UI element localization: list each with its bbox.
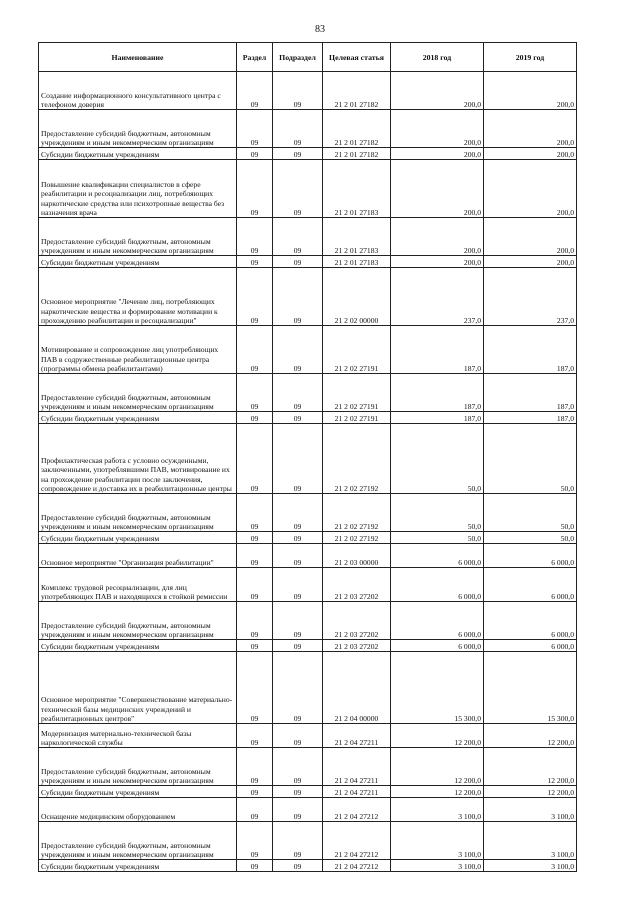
table-row xyxy=(39,748,577,786)
table-row xyxy=(39,860,577,872)
table-row xyxy=(39,72,577,110)
cell-target: 21 2 01 27182 xyxy=(323,72,391,110)
cell-name: Профилактическая работа с условно осужденными, заключенными, употреблявшими ПАВ, мотивирование их на прохождение реабилитации после заключения, сопровождение и доставка их в реабилитационные центры xyxy=(39,424,237,494)
cell-target: 21 2 04 27212 xyxy=(323,860,391,872)
table-row xyxy=(39,568,577,602)
cell-target: 21 2 04 27211 xyxy=(323,724,391,748)
header-subsection: Подраздел xyxy=(273,43,323,72)
cell-target: 21 2 03 27202 xyxy=(323,602,391,640)
cell-y2018: 12 200,0 xyxy=(391,724,484,748)
cell-subsection: 09 xyxy=(273,424,323,494)
cell-section: 09 xyxy=(237,218,273,256)
cell-name: Комплекс трудовой ресоциализации, для лиц употребляющих ПАВ и находящихся в стойкой ремиссии xyxy=(39,568,237,602)
cell-target: 21 2 02 27192 xyxy=(323,494,391,532)
cell-section: 09 xyxy=(237,110,273,148)
cell-y2018: 187,0 xyxy=(391,412,484,424)
budget-table xyxy=(38,42,577,872)
cell-subsection: 09 xyxy=(273,822,323,860)
table-row xyxy=(39,602,577,640)
header-name: Наименование xyxy=(39,43,237,72)
cell-y2018: 237,0 xyxy=(391,268,484,326)
cell-section: 09 xyxy=(237,160,273,218)
cell-name: Основное мероприятие "Лечение лиц, потребляющих наркотические вещества и формирование мотивации к прохождению реабилитации и ресоциализации" xyxy=(39,268,237,326)
table-row xyxy=(39,110,577,148)
cell-section: 09 xyxy=(237,544,273,568)
cell-y2019: 6 000,0 xyxy=(484,602,577,640)
cell-subsection: 09 xyxy=(273,786,323,798)
cell-y2018: 6 000,0 xyxy=(391,602,484,640)
cell-name: Основное мероприятие "Совершенствование материально-технической базы медицинских учреждений и реабилитационных центров" xyxy=(39,652,237,724)
cell-subsection: 09 xyxy=(273,860,323,872)
table-row xyxy=(39,148,577,160)
cell-y2018: 6 000,0 xyxy=(391,640,484,652)
cell-section: 09 xyxy=(237,822,273,860)
cell-section: 09 xyxy=(237,748,273,786)
cell-y2019: 200,0 xyxy=(484,218,577,256)
cell-name: Повышение квалификации специалистов в сфере реабилитации и ресоциализации лиц, потребляющих наркотические средства или психотропные вещества без назначения врача xyxy=(39,160,237,218)
cell-y2018: 3 100,0 xyxy=(391,798,484,822)
cell-name: Мотивирование и сопровождение лиц употребляющих ПАВ в содружественные реабилитационные центра (программы обмена реабилитантами) xyxy=(39,326,237,374)
cell-name: Предоставление субсидий бюджетным, автономным учреждениям и иным некоммерческим организациям xyxy=(39,110,237,148)
table-row xyxy=(39,326,577,374)
cell-target: 21 2 03 27202 xyxy=(323,568,391,602)
cell-subsection: 09 xyxy=(273,148,323,160)
cell-name: Предоставление субсидий бюджетным, автономным учреждениям и иным некоммерческим организациям xyxy=(39,218,237,256)
cell-target: 21 2 01 27183 xyxy=(323,218,391,256)
cell-y2018: 3 100,0 xyxy=(391,860,484,872)
cell-subsection: 09 xyxy=(273,568,323,602)
cell-target: 21 2 02 27191 xyxy=(323,326,391,374)
cell-name: Основное мероприятие "Организация реабилитации" xyxy=(39,544,237,568)
cell-section: 09 xyxy=(237,860,273,872)
cell-name: Предоставление субсидий бюджетным, автономным учреждениям и иным некоммерческим организациям xyxy=(39,494,237,532)
cell-target: 21 2 01 27182 xyxy=(323,110,391,148)
table-row xyxy=(39,268,577,326)
cell-y2019: 12 200,0 xyxy=(484,786,577,798)
cell-y2019: 187,0 xyxy=(484,326,577,374)
cell-y2019: 6 000,0 xyxy=(484,640,577,652)
cell-section: 09 xyxy=(237,424,273,494)
cell-y2018: 12 200,0 xyxy=(391,748,484,786)
cell-name: Оснащение медицинским оборудованием xyxy=(39,798,237,822)
cell-target: 21 2 04 00000 xyxy=(323,652,391,724)
cell-name: Субсидии бюджетным учреждениям xyxy=(39,786,237,798)
cell-target: 21 2 01 27182 xyxy=(323,148,391,160)
cell-target: 21 2 02 27191 xyxy=(323,412,391,424)
cell-name: Предоставление субсидий бюджетным, автономным учреждениям и иным некоммерческим организациям xyxy=(39,748,237,786)
cell-subsection: 09 xyxy=(273,602,323,640)
cell-y2018: 3 100,0 xyxy=(391,822,484,860)
table-row xyxy=(39,786,577,798)
table-row xyxy=(39,374,577,412)
cell-y2019: 237,0 xyxy=(484,268,577,326)
table-row xyxy=(39,798,577,822)
cell-subsection: 09 xyxy=(273,724,323,748)
cell-section: 09 xyxy=(237,326,273,374)
cell-y2019: 187,0 xyxy=(484,412,577,424)
cell-target: 21 2 01 27183 xyxy=(323,256,391,268)
cell-target: 21 2 02 27192 xyxy=(323,532,391,544)
table-row xyxy=(39,412,577,424)
cell-subsection: 09 xyxy=(273,544,323,568)
cell-subsection: 09 xyxy=(273,798,323,822)
cell-name: Субсидии бюджетным учреждениям xyxy=(39,532,237,544)
cell-y2018: 200,0 xyxy=(391,110,484,148)
cell-y2019: 200,0 xyxy=(484,72,577,110)
cell-y2019: 12 200,0 xyxy=(484,724,577,748)
cell-subsection: 09 xyxy=(273,532,323,544)
cell-subsection: 09 xyxy=(273,374,323,412)
cell-target: 21 2 04 27212 xyxy=(323,798,391,822)
header-2018: 2018 год xyxy=(391,43,484,72)
cell-section: 09 xyxy=(237,568,273,602)
table-row xyxy=(39,256,577,268)
cell-name: Предоставление субсидий бюджетным, автономным учреждениям и иным некоммерческим организациям xyxy=(39,374,237,412)
table-row xyxy=(39,724,577,748)
table-row xyxy=(39,822,577,860)
cell-section: 09 xyxy=(237,148,273,160)
cell-y2018: 187,0 xyxy=(391,326,484,374)
cell-name: Создание информационного консультативного центра с телефоном доверия xyxy=(39,72,237,110)
cell-y2019: 200,0 xyxy=(484,160,577,218)
cell-y2019: 50,0 xyxy=(484,424,577,494)
cell-section: 09 xyxy=(237,786,273,798)
cell-y2018: 200,0 xyxy=(391,148,484,160)
cell-y2019: 200,0 xyxy=(484,148,577,160)
cell-y2018: 200,0 xyxy=(391,256,484,268)
cell-name: Субсидии бюджетным учреждениям xyxy=(39,640,237,652)
cell-y2019: 50,0 xyxy=(484,532,577,544)
cell-target: 21 2 04 27212 xyxy=(323,822,391,860)
cell-section: 09 xyxy=(237,268,273,326)
cell-section: 09 xyxy=(237,602,273,640)
cell-y2018: 12 200,0 xyxy=(391,786,484,798)
cell-section: 09 xyxy=(237,724,273,748)
cell-name: Модернизация материально-технической базы наркологической службы xyxy=(39,724,237,748)
cell-section: 09 xyxy=(237,72,273,110)
cell-y2018: 50,0 xyxy=(391,532,484,544)
cell-y2018: 200,0 xyxy=(391,160,484,218)
cell-subsection: 09 xyxy=(273,256,323,268)
cell-section: 09 xyxy=(237,374,273,412)
cell-subsection: 09 xyxy=(273,268,323,326)
cell-target: 21 2 03 27202 xyxy=(323,640,391,652)
cell-target: 21 2 01 27183 xyxy=(323,160,391,218)
cell-target: 21 2 03 00000 xyxy=(323,544,391,568)
cell-target: 21 2 04 27211 xyxy=(323,748,391,786)
header-target: Целевая статья xyxy=(323,43,391,72)
table-row xyxy=(39,424,577,494)
cell-section: 09 xyxy=(237,412,273,424)
cell-subsection: 09 xyxy=(273,748,323,786)
cell-name: Предоставление субсидий бюджетным, автономным учреждениям и иным некоммерческим организациям xyxy=(39,602,237,640)
cell-y2018: 200,0 xyxy=(391,218,484,256)
cell-name: Предоставление субсидий бюджетным, автономным учреждениям и иным некоммерческим организациям xyxy=(39,822,237,860)
cell-target: 21 2 02 27191 xyxy=(323,374,391,412)
cell-y2018: 6 000,0 xyxy=(391,568,484,602)
cell-subsection: 09 xyxy=(273,326,323,374)
cell-y2018: 200,0 xyxy=(391,72,484,110)
cell-y2018: 187,0 xyxy=(391,374,484,412)
cell-section: 09 xyxy=(237,532,273,544)
cell-target: 21 2 02 00000 xyxy=(323,268,391,326)
cell-section: 09 xyxy=(237,652,273,724)
cell-y2019: 6 000,0 xyxy=(484,568,577,602)
cell-y2019: 50,0 xyxy=(484,494,577,532)
cell-y2018: 6 000,0 xyxy=(391,544,484,568)
table-row xyxy=(39,652,577,724)
cell-section: 09 xyxy=(237,256,273,268)
cell-y2019: 200,0 xyxy=(484,256,577,268)
table-row xyxy=(39,160,577,218)
cell-name: Субсидии бюджетным учреждениям xyxy=(39,860,237,872)
cell-name: Субсидии бюджетным учреждениям xyxy=(39,256,237,268)
cell-section: 09 xyxy=(237,494,273,532)
cell-section: 09 xyxy=(237,640,273,652)
cell-name: Субсидии бюджетным учреждениям xyxy=(39,412,237,424)
cell-subsection: 09 xyxy=(273,160,323,218)
cell-target: 21 2 04 27211 xyxy=(323,786,391,798)
cell-subsection: 09 xyxy=(273,494,323,532)
table-row xyxy=(39,532,577,544)
cell-target: 21 2 02 27192 xyxy=(323,424,391,494)
cell-subsection: 09 xyxy=(273,110,323,148)
cell-subsection: 09 xyxy=(273,218,323,256)
table-row xyxy=(39,494,577,532)
cell-y2019: 3 100,0 xyxy=(484,822,577,860)
cell-y2019: 12 200,0 xyxy=(484,748,577,786)
cell-y2019: 3 100,0 xyxy=(484,860,577,872)
cell-y2019: 6 000,0 xyxy=(484,544,577,568)
cell-y2018: 50,0 xyxy=(391,424,484,494)
cell-y2019: 3 100,0 xyxy=(484,798,577,822)
table-row xyxy=(39,640,577,652)
cell-y2019: 200,0 xyxy=(484,110,577,148)
cell-y2019: 187,0 xyxy=(484,374,577,412)
header-section: Раздел xyxy=(237,43,273,72)
page-number: 83 xyxy=(315,24,325,35)
cell-y2018: 15 300,0 xyxy=(391,652,484,724)
cell-y2018: 50,0 xyxy=(391,494,484,532)
cell-subsection: 09 xyxy=(273,640,323,652)
cell-subsection: 09 xyxy=(273,72,323,110)
cell-y2019: 15 300,0 xyxy=(484,652,577,724)
cell-subsection: 09 xyxy=(273,412,323,424)
cell-name: Субсидии бюджетным учреждениям xyxy=(39,148,237,160)
cell-subsection: 09 xyxy=(273,652,323,724)
cell-section: 09 xyxy=(237,798,273,822)
header-2019: 2019 год xyxy=(484,43,577,72)
table-header-row xyxy=(39,43,577,72)
table-row xyxy=(39,544,577,568)
table-row xyxy=(39,218,577,256)
